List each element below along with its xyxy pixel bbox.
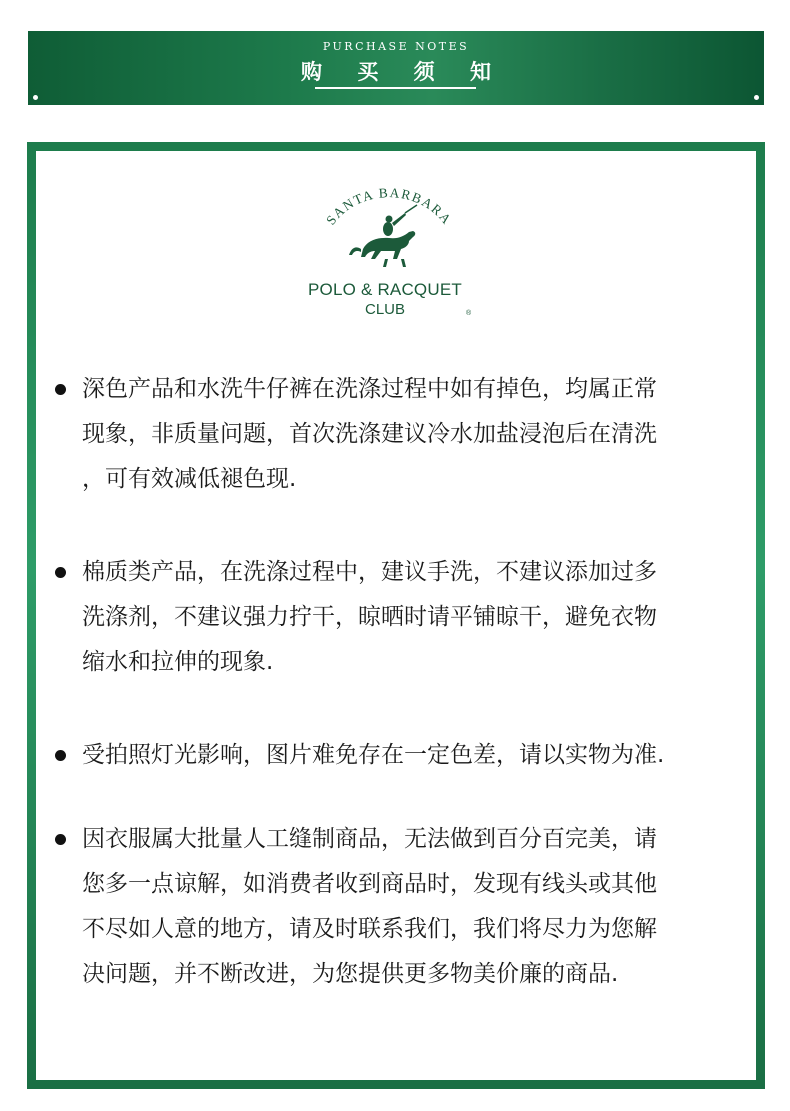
registered-mark: ® (466, 310, 472, 317)
note-line: 受拍照灯光影响，图片难免存在一定色差，请以实物为准. (82, 742, 665, 768)
note-line: 不尽如人意的地方，请及时联系我们，我们将尽力为您解 (82, 916, 657, 942)
bullet-icon (55, 384, 66, 395)
logo-line-2: CLUB (364, 301, 405, 318)
bullet-icon (55, 834, 66, 845)
note-line: ，可有效减低褪色现. (82, 466, 297, 492)
bullet-icon (55, 567, 66, 578)
note-line: 棉质类产品，在洗涤过程中，建议手洗，不建议添加过多 (82, 559, 657, 585)
note-line: 洗涤剂，不建议强力拧干，晾晒时请平铺晾干，避免衣物 (82, 604, 657, 630)
note-line: 现象，非质量问题，首次洗涤建议冷水加盐浸泡后在清洗 (82, 421, 657, 447)
logo-line-1: POLO & RACQUET (308, 280, 462, 299)
note-line: 决问题，并不断改进，为您提供更多物美价廉的商品. (82, 961, 619, 987)
note-line: 深色产品和水洗牛仔裤在洗涤过程中如有掉色，均属正常 (82, 376, 657, 402)
note-line: 因衣服属大批量人工缝制商品，无法做到百分百完美，请 (82, 826, 657, 852)
note-line: 您多一点谅解，如消费者收到商品时，发现有线头或其他 (82, 871, 657, 897)
banner-subtitle: PURCHASE NOTES (322, 40, 470, 53)
logo-arc-text: SANTA BARBARA (323, 185, 455, 228)
banner-title: 购 买 须 知 (301, 60, 505, 84)
bullet-icon (55, 750, 66, 761)
note-line: 缩水和拉伸的现象. (82, 649, 274, 675)
